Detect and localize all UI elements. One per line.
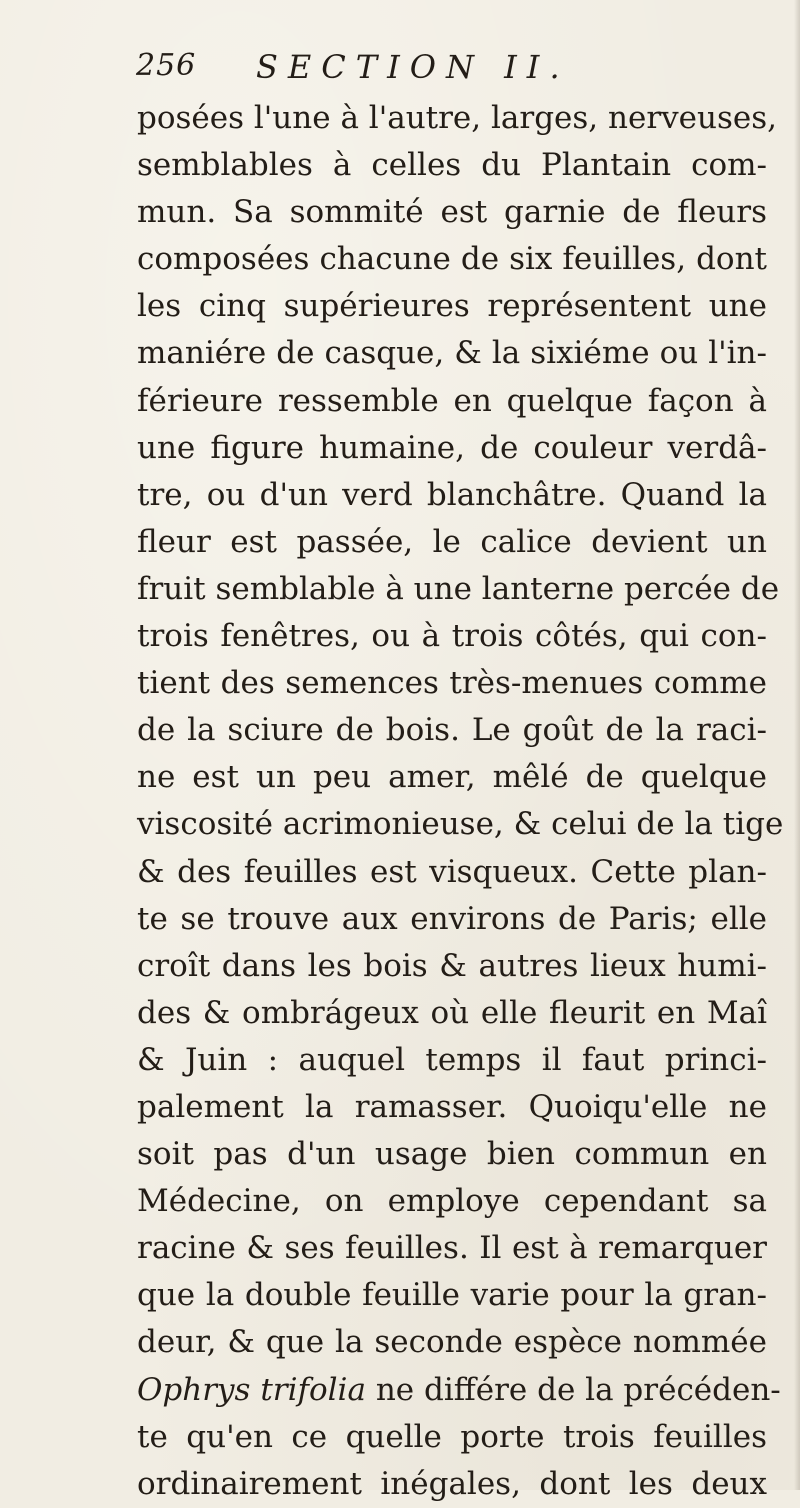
text-line-species-name [137, 1367, 781, 1414]
text-line: ne est un peu amer, mêlé de quelque [137, 759, 767, 796]
text-line: semblables à celles du Plantain com- [137, 147, 767, 184]
text-line: & des feuilles est visqueux. Cette plan- [137, 853, 767, 890]
text-line: viscosité acrimonieuse, & celui de la tige [137, 806, 784, 843]
text-line: mun. Sa sommité est garnie de fleurs [137, 194, 767, 231]
text-line: palement la ramasser. Quoiqu'elle ne [137, 1088, 767, 1125]
text-line: trois fenêtres, ou à trois côtés, qui con- [137, 618, 767, 655]
text-line: férieure ressemble en quelque façon à [137, 382, 767, 419]
text-line: une figure humaine, de couleur verdâ- [137, 429, 767, 466]
text-line: & Juin : auquel temps il faut princi- [137, 1041, 767, 1078]
text-line: te se trouve aux environs de Paris; elle [137, 900, 767, 937]
text-line: maniére de casque, & la sixiéme ou l'in- [137, 335, 767, 372]
text-line-rest: ne différe de la précéden- [365, 1371, 781, 1408]
running-head [136, 44, 776, 94]
text-line: deur, & que la seconde espèce nommée [137, 1324, 767, 1361]
text-line: croît dans les bois & autres lieux humi- [137, 947, 767, 984]
page-number: 256 [136, 48, 197, 83]
text-line: tre, ou d'un verd blanchâtre. Quand la [137, 476, 767, 513]
body-text [137, 95, 784, 1508]
text-line: te qu'en ce quelle porte trois feuilles [137, 1418, 767, 1455]
text-line: soit pas d'un usage bien commun en [137, 1136, 767, 1173]
text-line: racine & ses feuilles. Il est à remarquer [137, 1230, 767, 1267]
text-line: de la sciure de bois. Le goût de la raci- [137, 712, 767, 749]
text-line: fruit semblable à une lanterne percée de [137, 570, 780, 607]
text-line: les cinq supérieures représentent une [137, 288, 767, 325]
text-line: tient des semences très-menues comme [137, 665, 767, 702]
text-line: composées chacune de six feuilles, dont [137, 241, 767, 278]
text-line: fleur est passée, le calice devient un [137, 523, 767, 560]
text-line: Médecine, on employe cependant sa [137, 1183, 767, 1220]
text-line: posées l'une à l'autre, larges, nerveuses, [137, 100, 777, 136]
text-line: que la double feuille varie pour la gran- [137, 1277, 767, 1314]
section-title: SECTION II. [256, 48, 570, 86]
page-edge-shadow [794, 0, 800, 1490]
text-line: des & ombrágeux où elle fleurit en Maî [137, 994, 767, 1031]
species-name: Ophrys trifolia [137, 1371, 366, 1408]
text-line: ordinairement inégales, dont les deux [137, 1465, 767, 1502]
